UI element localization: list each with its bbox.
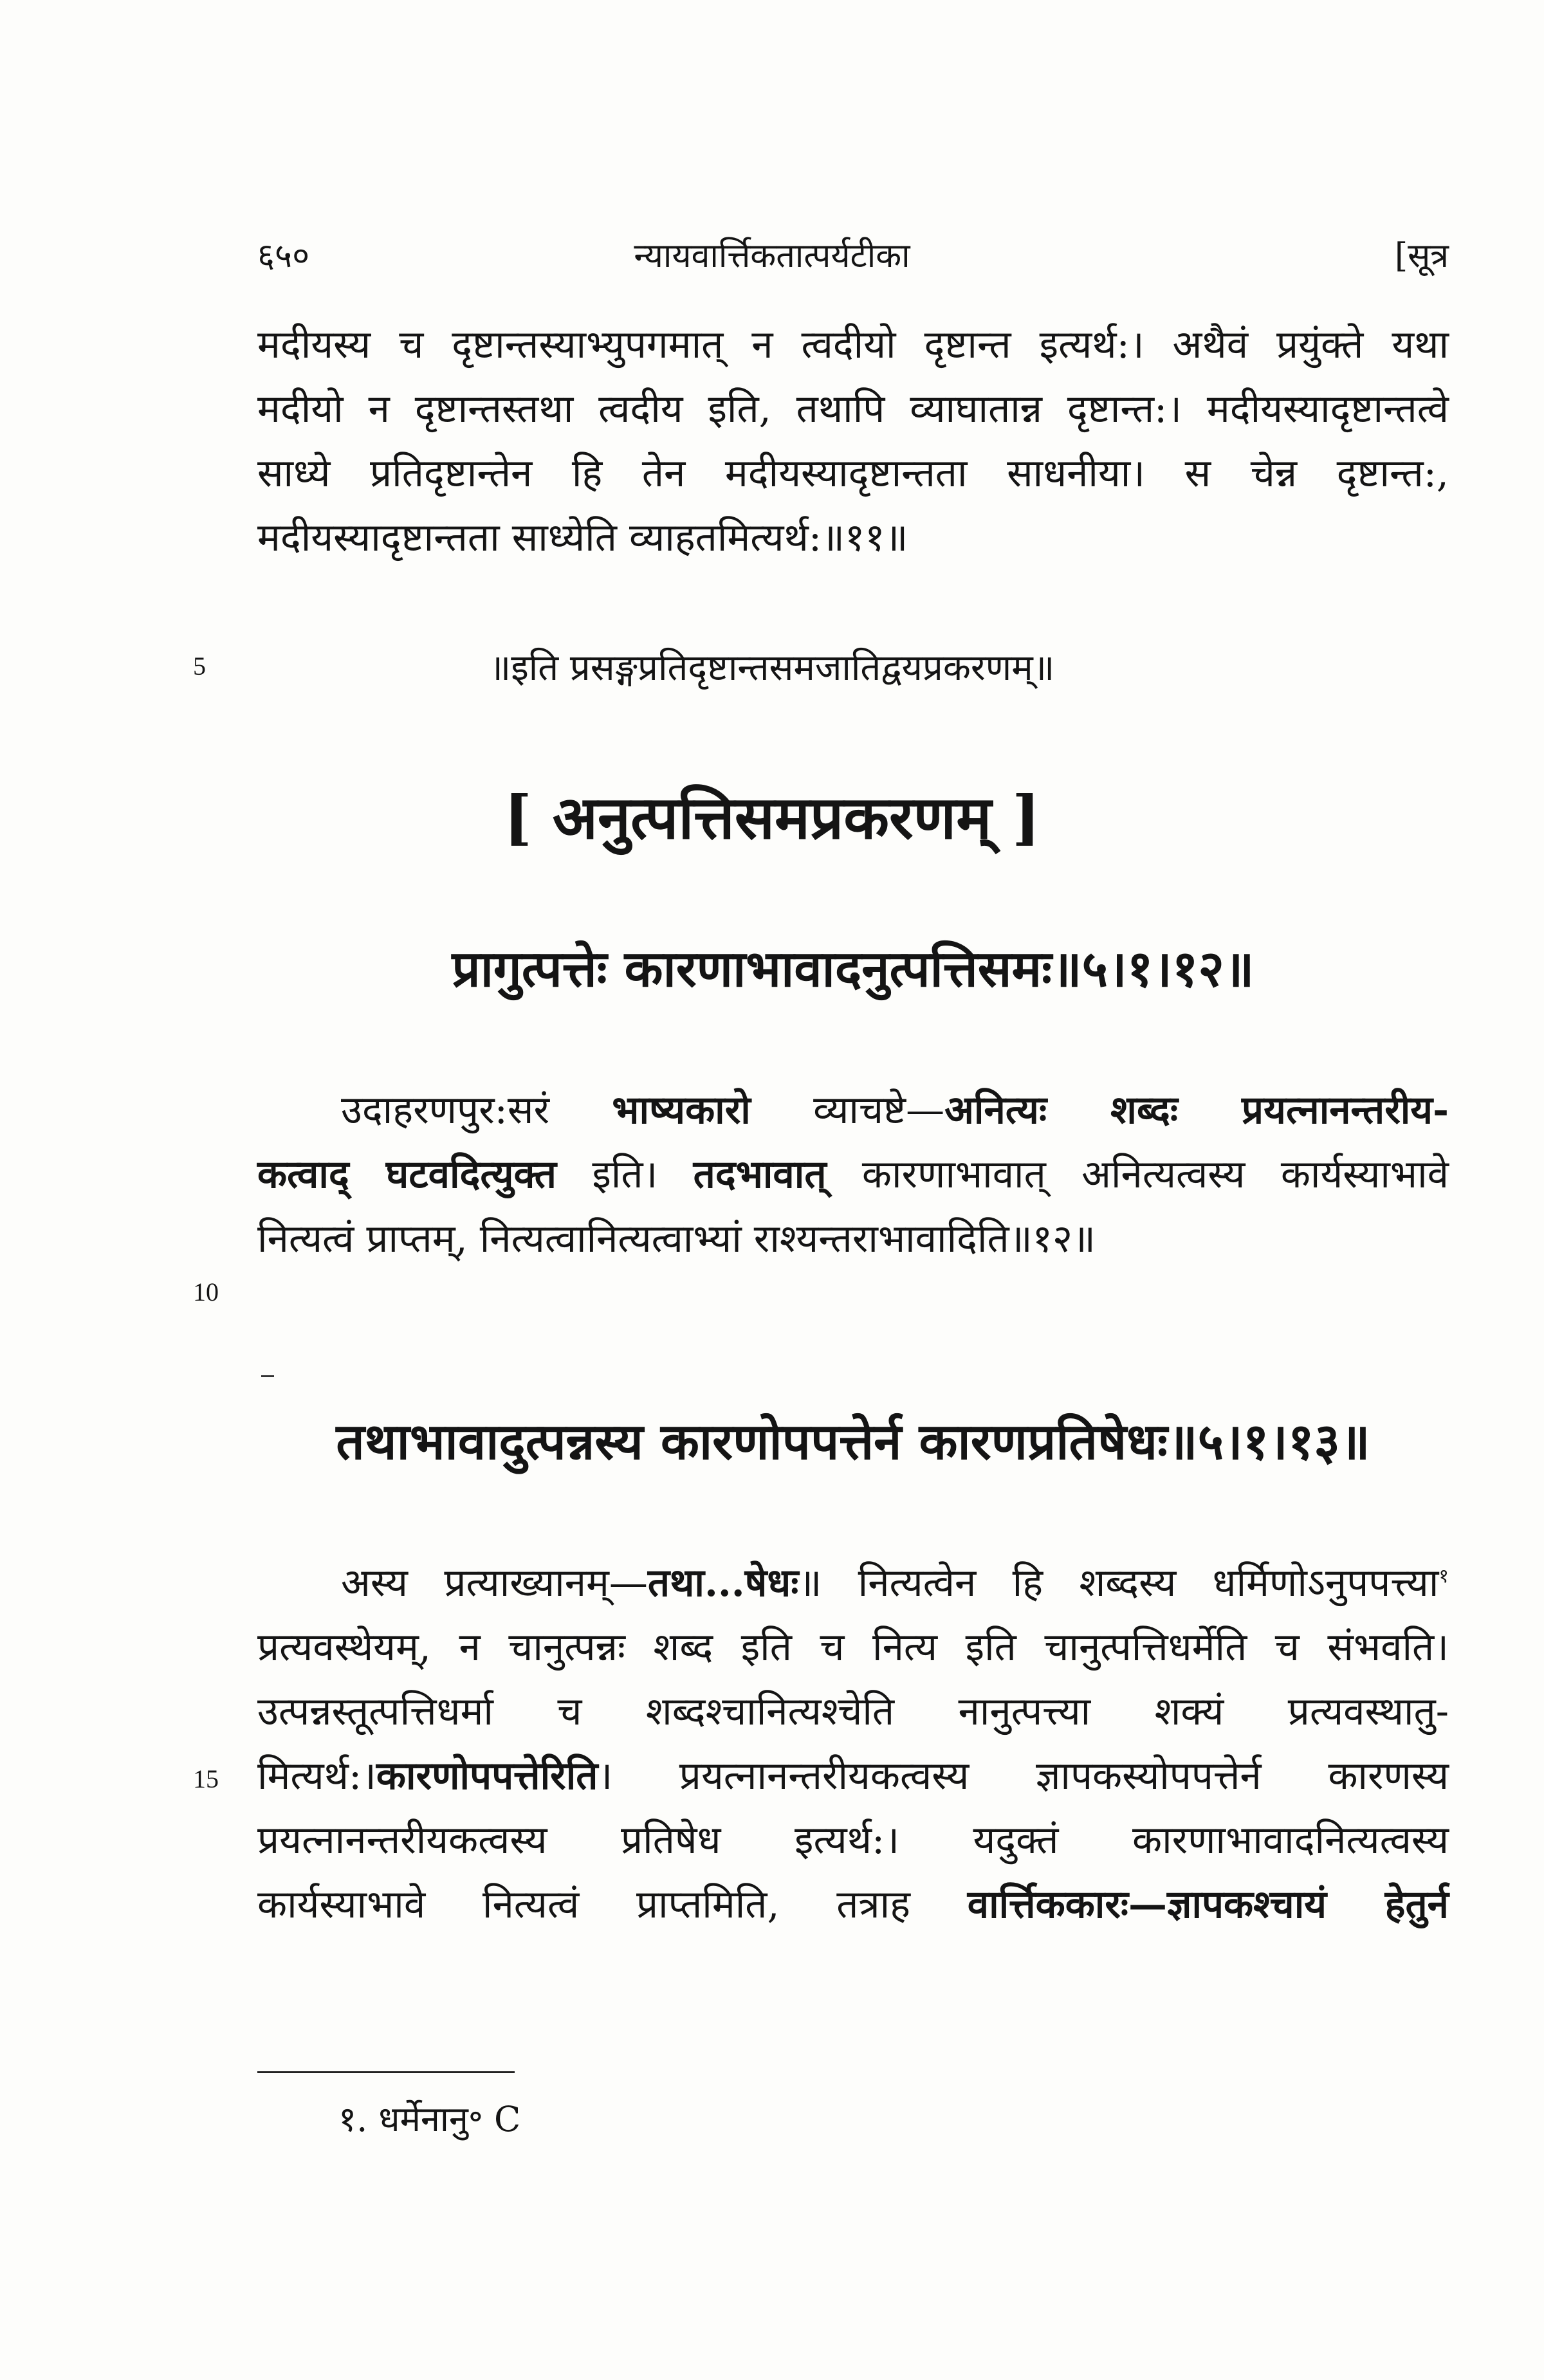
text: । प्रयत्नानन्तरीयकत्वस्य ज्ञापकस्योपपत्तेर्न कारणस्य xyxy=(598,1753,1449,1799)
text: उदाहरणपुर:सरं xyxy=(341,1088,612,1133)
line-number: 15 xyxy=(193,1764,219,1793)
text: कारणाभावात् अनित्यत्वस्य कार्यस्याभावे xyxy=(826,1152,1449,1197)
line-number: 10 xyxy=(193,1277,219,1306)
bold-text: अनित्यः शब्दः प्रयत्नानन्तरीय- xyxy=(944,1088,1449,1133)
bold-text: कारणोपपत्तेरिति xyxy=(376,1753,598,1799)
text: अस्य प्रत्याख्यानम्— xyxy=(341,1561,648,1606)
text-line: मदीयो न दृष्टान्तस्तथा त्वदीय इति, तथापि व्याघातान्न दृष्टान्त:। मदीयस्यादृष्टान्तत्वे xyxy=(257,387,1449,432)
text-line xyxy=(257,1753,1449,1817)
footnote: १. धर्मेनानु॰ C xyxy=(338,2099,521,2139)
sutra-13: तथाभावादुत्पन्नस्य कारणोपपत्तेर्न कारणप्रतिषेधः॥५।१।१३॥ xyxy=(336,1413,1370,1471)
sutra-12: प्रागुत्पत्तेः कारणाभावादनुत्पत्तिसमः॥५।१।१२॥ xyxy=(452,940,1254,998)
line-number: 5 xyxy=(193,652,206,681)
text-line: नित्यत्वं प्राप्तम्, नित्यत्वानित्यत्वाभ्यां राश्यन्तराभावादिति॥१२॥ xyxy=(257,1216,1096,1261)
section-title: [ अनुत्पत्तिसमप्रकरणम् ] xyxy=(504,783,1040,852)
text-line xyxy=(257,1560,1449,1624)
page-number: ६५० xyxy=(257,237,310,275)
margin-mark xyxy=(261,1375,274,1377)
text: मित्यर्थ:। xyxy=(257,1753,376,1799)
bold-text: कत्वाद् घटवदित्युक्त xyxy=(257,1152,556,1197)
bold-text: तथा...षेधः xyxy=(647,1561,799,1606)
paragraph-3 xyxy=(257,1560,1449,1946)
running-title: न्यायवार्त्तिकतात्पर्यटीका xyxy=(634,237,910,275)
text: व्याचष्टे— xyxy=(750,1088,945,1133)
text-line xyxy=(257,1087,1449,1151)
text-line xyxy=(257,1881,1449,1946)
text-line xyxy=(257,1151,1449,1216)
colophon: ॥इति प्रसङ्गप्रतिदृष्टान्तसमजातिद्वयप्रकरणम्॥ xyxy=(489,647,1055,689)
text-line: प्रयत्नानन्तरीयकत्वस्य प्रतिषेध इत्यर्थ:। यदुक्तं कारणाभावादनित्यत्वस्य xyxy=(257,1818,1449,1863)
text-line: प्रत्यवस्थेयम्, न चानुत्पन्नः शब्द इति च नित्य इति चानुत्पत्तिधर्मेति च संभवति। xyxy=(257,1625,1449,1670)
bold-text: वार्त्तिककारः—ज्ञापकश्चायं हेतुर्न xyxy=(967,1882,1449,1927)
text-line: उत्पन्नस्तूत्पत्तिधर्मा च शब्दश्चानित्यश्चेति नानुत्पत्त्या शक्यं प्रत्यवस्थातु- xyxy=(257,1689,1449,1734)
paragraph-1 xyxy=(257,322,1449,579)
text: कार्यस्याभावे नित्यत्वं प्राप्तमिति, तत्राह xyxy=(257,1882,968,1927)
text-line: मदीयस्यादृष्टान्तता साध्येति व्याहतमित्यर्थ:॥११॥ xyxy=(257,515,908,560)
footnote-rule xyxy=(257,2071,515,2073)
footnote-ref: १ xyxy=(1438,1565,1449,1588)
bold-text: भाष्यकारो xyxy=(612,1088,751,1133)
paragraph-2 xyxy=(257,1087,1449,1280)
text: ॥ नित्यत्वेन हि शब्दस्य धर्मिणोऽनुपपत्त्या xyxy=(798,1561,1439,1606)
text-line: मदीयस्य च दृष्टान्तस्याभ्युपगमात् न त्वदीयो दृष्टान्त इत्यर्थ:। अथैवं प्रयुंक्ते यथा xyxy=(257,322,1449,367)
text: इति। xyxy=(556,1152,694,1197)
bold-text: तदभावात् xyxy=(693,1152,827,1197)
text-line: साध्ये प्रतिदृष्टान्तेन हि तेन मदीयस्यादृष्टान्तता साधनीया। स चेन्न दृष्टान्त:, xyxy=(257,451,1449,496)
section-marker: [सूत्र xyxy=(1394,237,1449,275)
